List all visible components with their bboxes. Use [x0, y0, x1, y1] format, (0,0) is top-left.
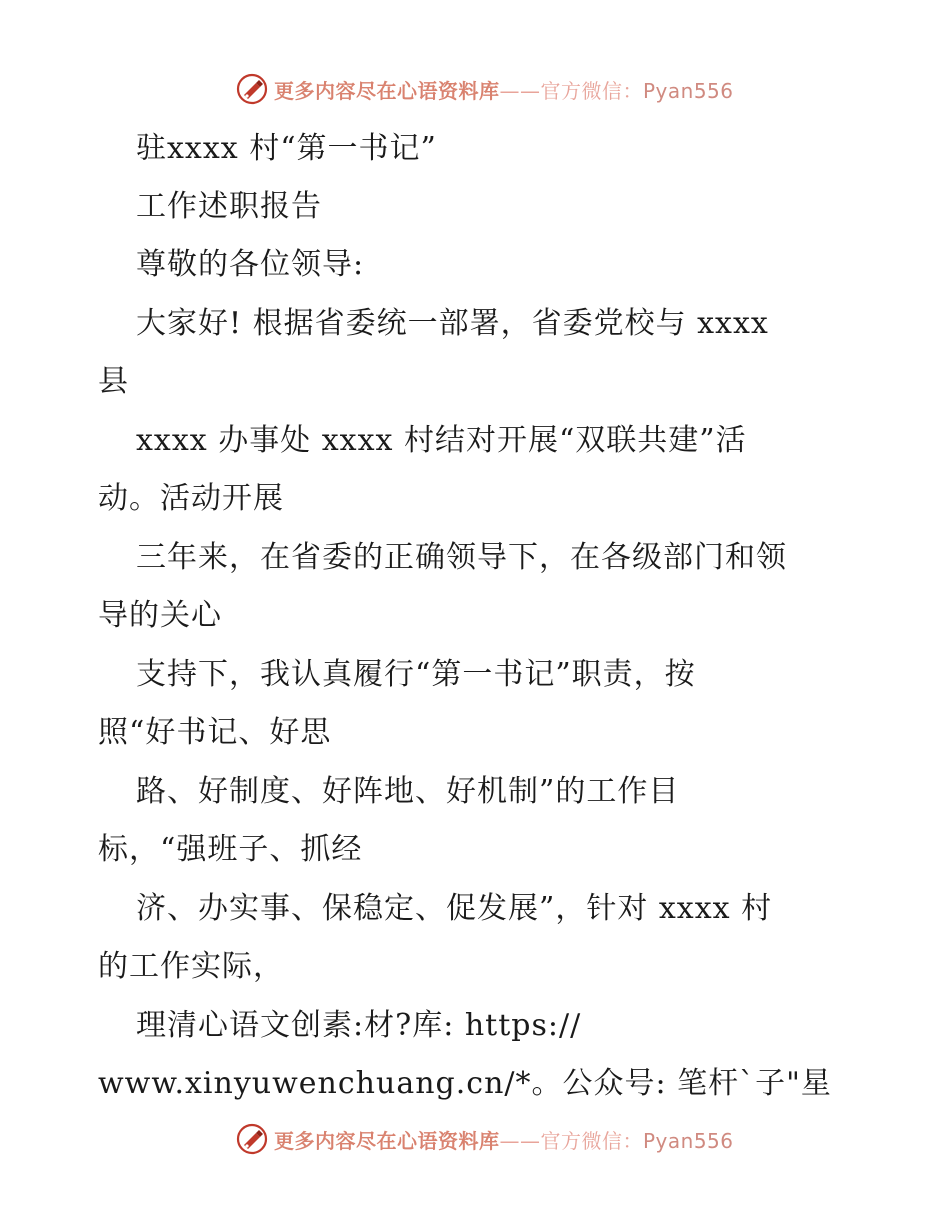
paragraph-line: 的工作实际，	[98, 949, 284, 984]
paragraph-line: 理清心语文创素:材?库: https://	[136, 1008, 582, 1043]
paragraph-line: 支持下，我认真履行“第一书记”职责，按	[136, 657, 696, 692]
watermark-id: Pyan556	[643, 78, 734, 103]
pen-logo-icon	[236, 1123, 268, 1155]
title-line-2: 工作述职报告	[136, 189, 322, 224]
header-watermark	[236, 72, 734, 106]
watermark-dash: ——	[499, 78, 541, 103]
pen-logo-icon	[236, 73, 268, 105]
watermark-id: Pyan556	[643, 1128, 734, 1153]
watermark-title: 更多内容尽在心语资料库	[274, 1128, 500, 1153]
paragraph-line: 路、好制度、好阵地、好机制”的工作目	[136, 774, 680, 809]
paragraph-line: 县	[98, 364, 129, 399]
paragraph-line: 动。活动开展	[98, 481, 284, 516]
paragraph-line: 大家好! 根据省委统一部署，省委党校与 xxxx	[136, 306, 769, 341]
title-line-1: 驻xxxx 村“第一书记”	[136, 131, 437, 166]
footer-watermark	[236, 1122, 734, 1156]
salutation: 尊敬的各位领导:	[136, 247, 365, 282]
paragraph-line: www.xinyuwenchuang.cn/*。公众号: 笔杆`子"星	[98, 1066, 832, 1101]
paragraph-line: 济、办实事、保稳定、促发展”，针对 xxxx 村	[136, 891, 773, 926]
paragraph-line: 导的关心	[98, 598, 222, 633]
watermark-suffix: 官方微信：	[540, 78, 643, 103]
watermark-dash: ——	[499, 1128, 541, 1153]
watermark-text	[274, 75, 734, 104]
paragraph-line: 照“好书记、好思	[98, 715, 332, 750]
paragraph-line: 标，“强班子、抓经	[98, 832, 363, 867]
watermark-title: 更多内容尽在心语资料库	[274, 78, 500, 103]
paragraph-line: 三年来，在省委的正确领导下，在各级部门和领	[136, 540, 787, 575]
paragraph-line: xxxx 办事处 xxxx 村结对开展“双联共建”活	[136, 423, 747, 458]
watermark-text	[274, 1125, 734, 1154]
watermark-suffix: 官方微信：	[540, 1128, 643, 1153]
